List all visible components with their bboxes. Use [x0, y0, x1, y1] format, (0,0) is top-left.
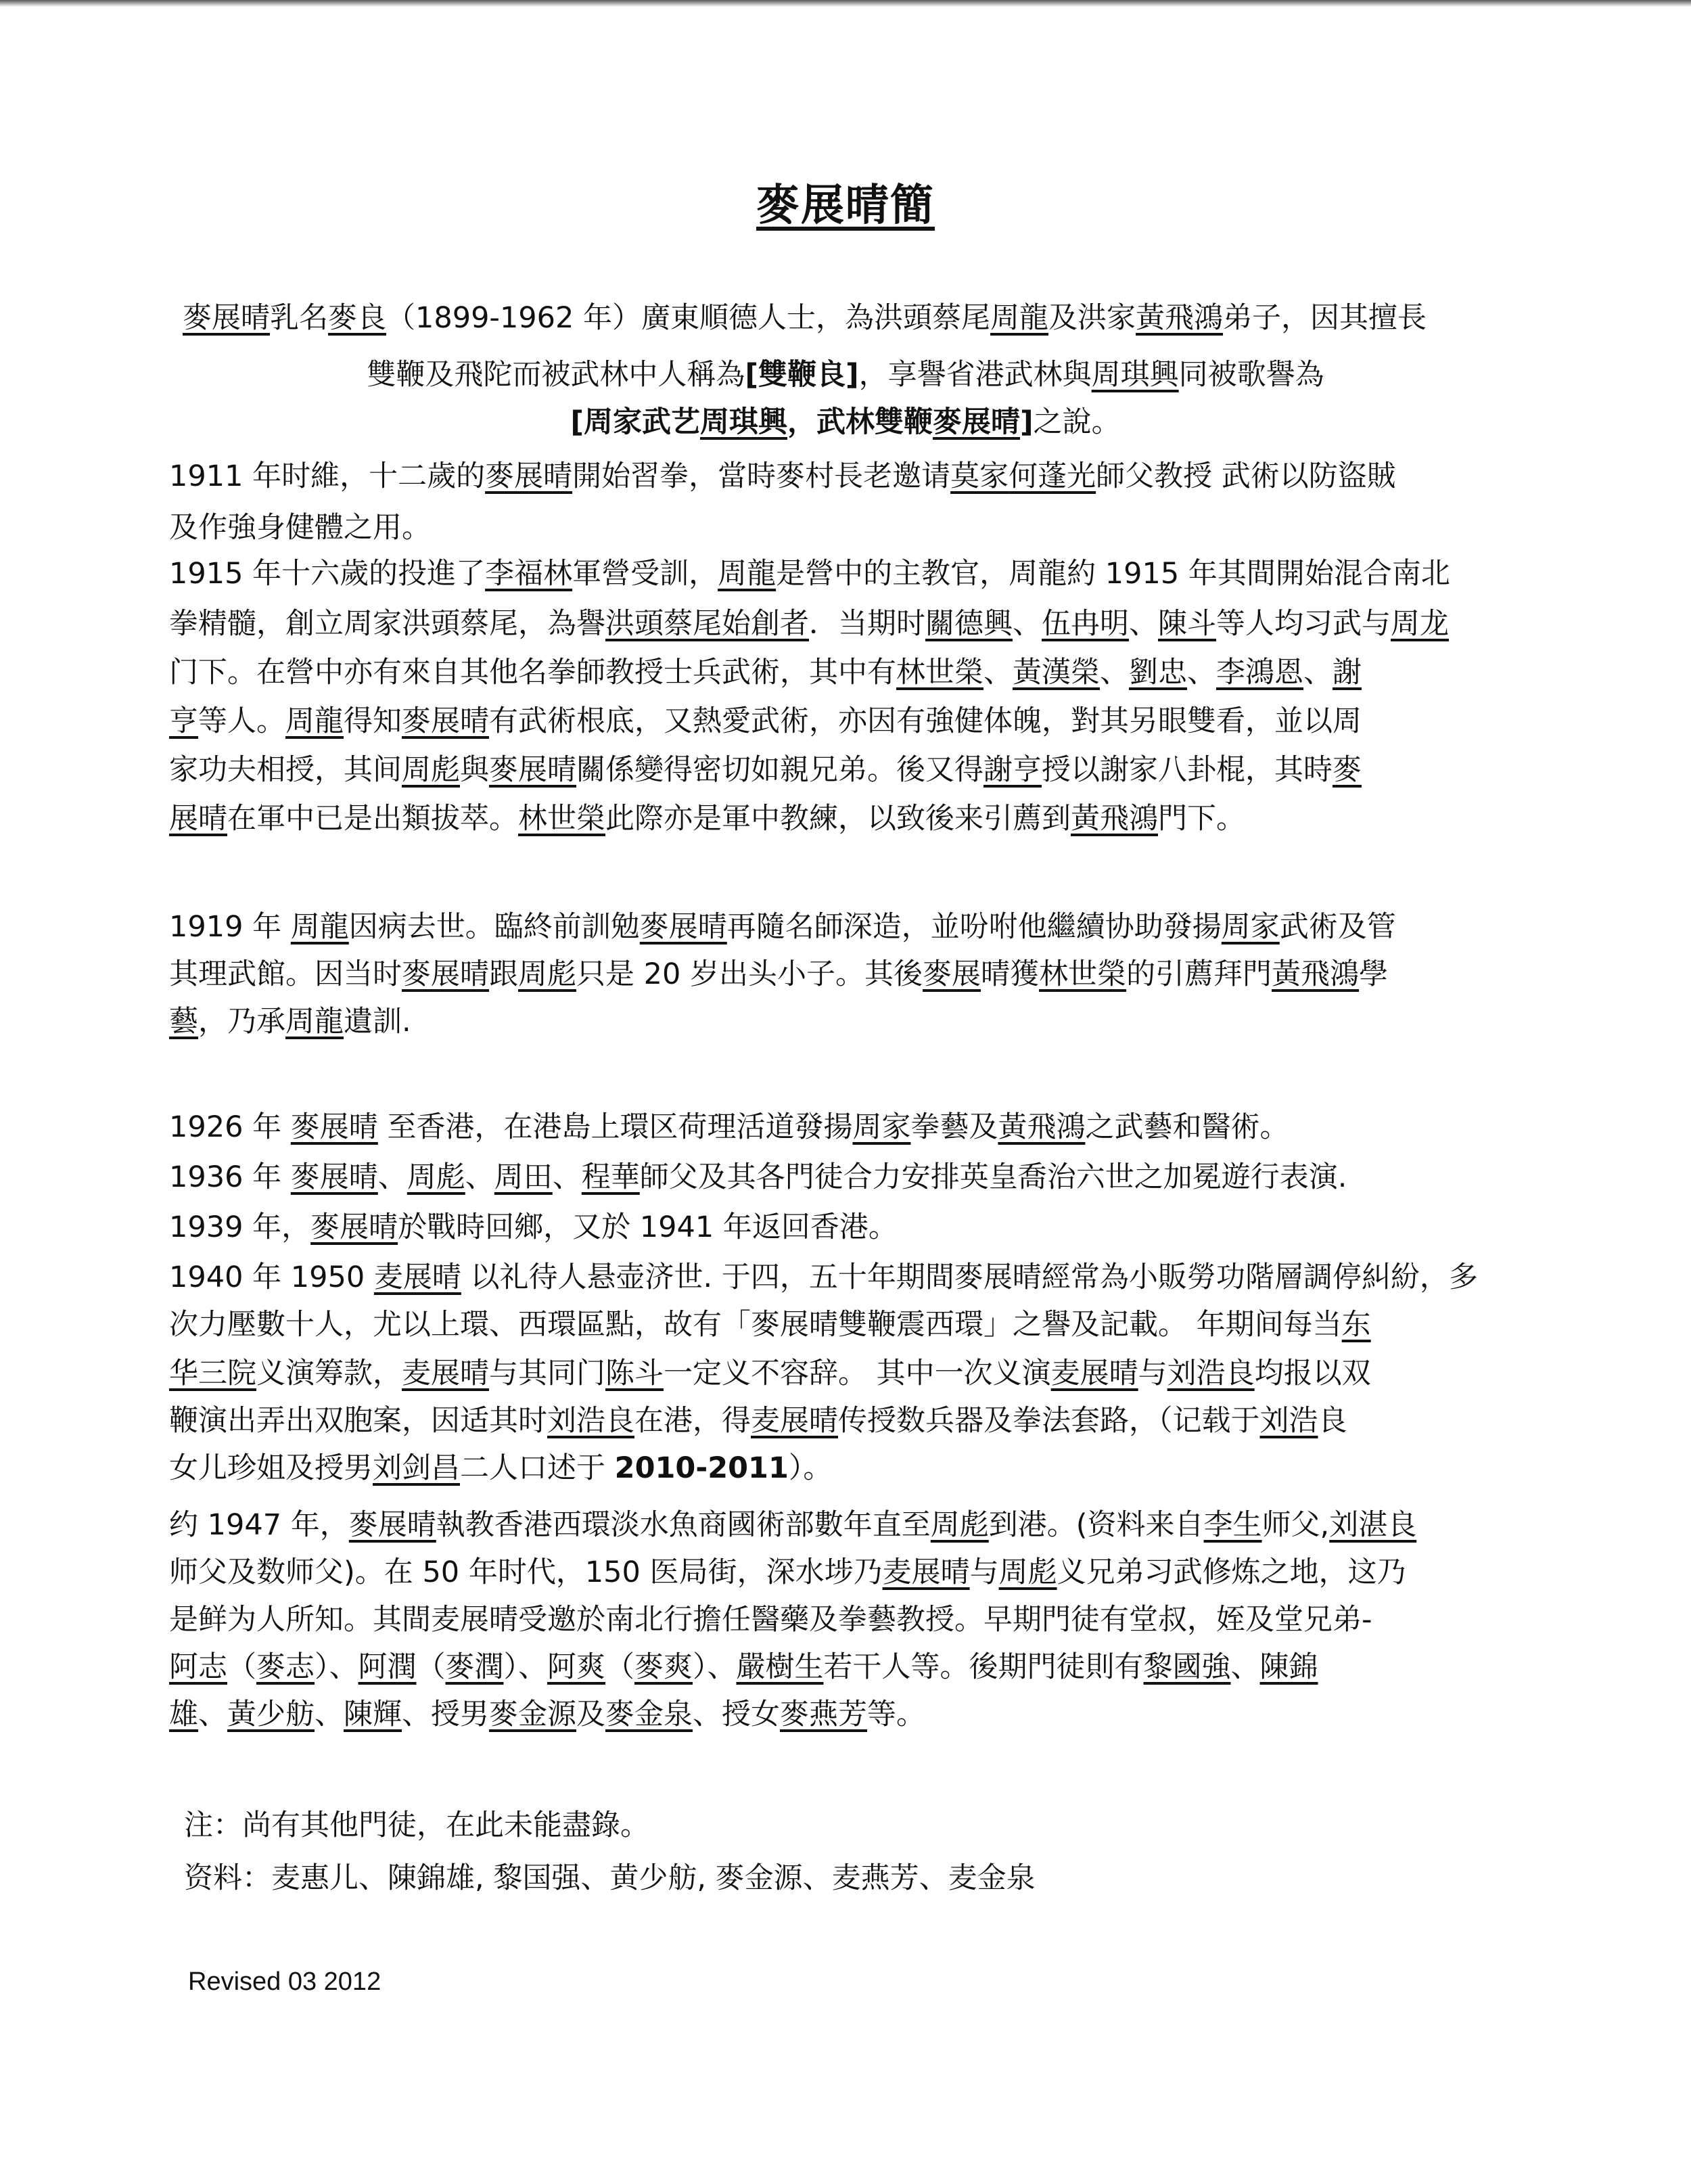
p1947-line-1: 约 1947 年，麥展晴執教香港西環淡水魚商國術部數年直至周彪到港。(资料来自李生师父,刘湛良	[169, 1508, 1417, 1542]
p1947-line-4: 阿志（麥志）、阿潤（麥潤）、阿爽（麥爽）、嚴樹生若干人等。後期門徒則有黎國強、陳錦	[169, 1650, 1318, 1684]
p1915-line-1: 1915 年十六歲的投進了李福林軍營受訓，周龍是營中的主教官，周龍約 1915 年其間開始混合南北	[169, 557, 1450, 591]
p1939-line: 1939 年，麥展晴於戰時回鄉，又於 1941 年返回香港。	[169, 1210, 898, 1244]
document-title: 麥展晴簡	[756, 181, 935, 231]
revision-note: Revised 03 2012	[188, 1967, 381, 1996]
p1919-line-3: 藝，乃承周龍遺訓.	[169, 1005, 411, 1039]
p1915-line-3: 门下。在營中亦有來自其他名拳師教授士兵武術，其中有林世榮、黃漢榮、劉忠、李鴻恩、謝	[169, 656, 1362, 689]
p1940-line-5: 女儿珍姐及授男刘剑昌二人口述于 2010-2011）。	[169, 1451, 833, 1485]
p1947-line-5: 雄、黃少舫、陳輝、授男麥金源及麥金泉、授女麥燕芳等。	[169, 1698, 925, 1731]
p1915-line-6: 展晴在軍中已是出類拔萃。林世榮此際亦是軍中教練，以致後来引薦到黃飛鴻門下。	[169, 802, 1245, 836]
intro-line-1: 麥展晴乳名麥良（1899-1962 年）廣東順德人士，為洪頭蔡尾周龍及洪家黃飛鴻弟子，因其擅長	[183, 301, 1427, 335]
p1911-line-1: 1911 年时維，十二歲的麥展晴開始習拳，當時麥村長老邀请莫家何蓬光師父教授 武術以防盜賊	[169, 459, 1396, 493]
p1926-line: 1926 年 麥展晴 至香港，在港島上環区荷理活道發揚周家拳藝及黃飛鴻之武藝和醫術。	[169, 1110, 1289, 1144]
p1940-line-1: 1940 年 1950 麦展晴 以礼待人悬壶济世. 于四，五十年期間麥展晴經常為小販勞功階層調停糾紛，多	[169, 1260, 1478, 1294]
scan-edge	[0, 0, 1691, 7]
p1919-line-2: 其理武館。因当时麥展晴跟周彪只是 20 岁出头小子。其後麥展晴獲林世榮的引薦拜門黃飛鴻學	[169, 957, 1389, 991]
p1947-line-2: 师父及数师父)。在 50 年时代，150 医局街，深水埗乃麦展晴与周彪义兄弟习武修炼之地，这乃	[169, 1555, 1406, 1589]
p1915-line-2: 拳精髓，創立周家洪頭蔡尾，為譽洪頭蔡尾始創者．当期时關德興、伍冉明、陳斗等人均习武与周龙	[169, 607, 1449, 641]
p1940-line-4: 鞭演出弄出双胞案，因适其时刘浩良在港，得麦展晴传授数兵器及拳法套路，（记载于刘浩良	[169, 1404, 1347, 1438]
p1911-line-2: 及作強身健體之用。	[169, 511, 431, 545]
p1940-line-3: 华三院义演筹款，麦展晴与其同门陈斗一定义不容辞。 其中一次义演麦展晴与刘浩良均报以双	[169, 1357, 1371, 1390]
p1915-line-5: 家功夫相授，其间周彪與麥展晴關係變得密切如親兄弟。後又得謝亨授以謝家八卦棍，其時麥	[169, 753, 1362, 787]
p1919-line-1: 1919 年 周龍因病去世。臨終前訓勉麥展晴再隨名師深造，並吩咐他繼續协助發揚周家武術及管	[169, 910, 1396, 944]
p1936-line: 1936 年 麥展晴、周彪、周田、程華師父及其各門徒合力安排英皇喬治六世之加冕遊行表演.	[169, 1160, 1347, 1194]
p1940-line-2: 次力壓數十人，尤以上環、西環區點，故有「麥展晴雙鞭震西環」之譽及記載。 年期间每当东	[169, 1308, 1371, 1342]
note-line: 注：尚有其他門徒，在此未能盡錄。	[184, 1808, 649, 1842]
intro-line-2: 雙鞭及飛陀而被武林中人稱為[雙鞭良]，享譽省港武林與周琪興同被歌譽為	[367, 358, 1324, 392]
p1915-line-4: 亨等人。周龍得知麥展晴有武術根底，又熱愛武術，亦因有強健体魄，對其另眼雙看，並以周	[169, 704, 1362, 738]
sources-line: 资料：麦惠儿、陳錦雄, 黎国强、黄少舫, 麥金源、麦燕芳、麦金泉	[184, 1861, 1036, 1895]
intro-line-3: [周家武艺周琪興，武林雙鞭麥展晴]之說。	[570, 405, 1121, 439]
p1947-line-3: 是鲜为人所知。其間麦展晴受邀於南北行擔任醫藥及拳藝教授。早期門徒有堂叔，姪及堂兄弟-	[169, 1603, 1372, 1637]
